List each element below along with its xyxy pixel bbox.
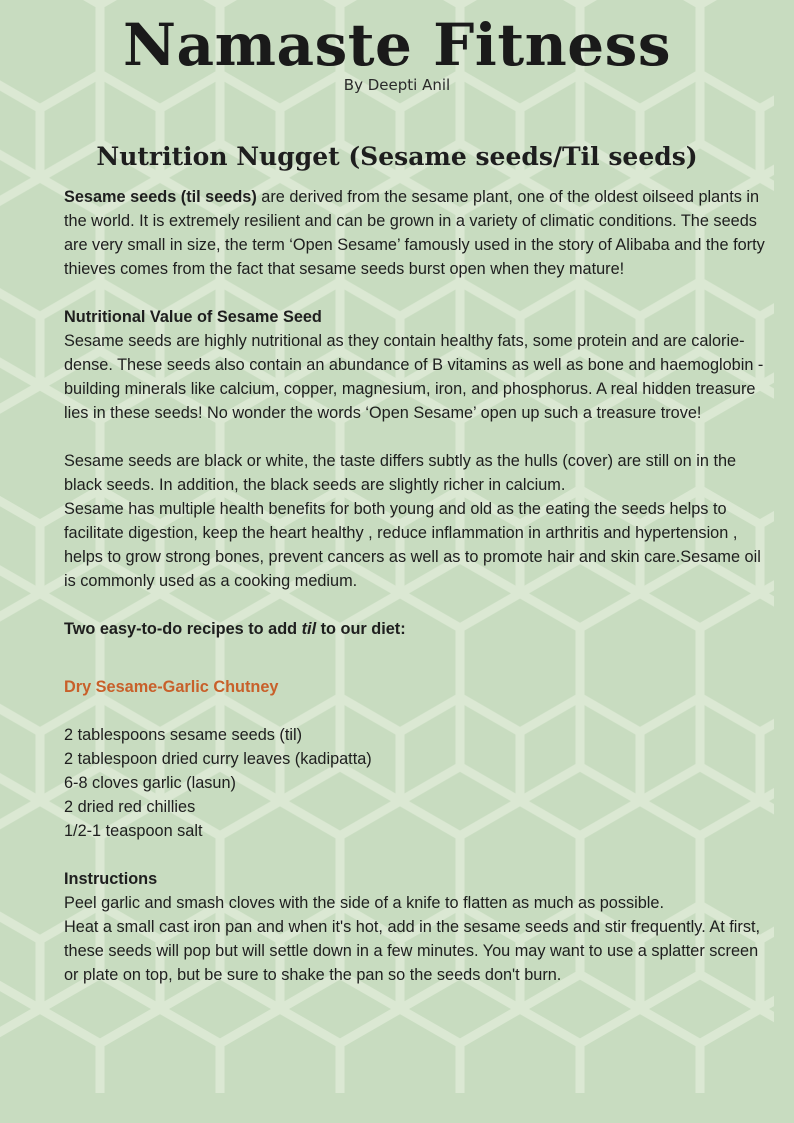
recipes-intro [64,617,774,641]
intro-bold-term: Sesame seeds (til seeds) [64,188,257,206]
nutrition-heading: Nutritional Value of Sesame Seed [64,308,322,326]
recipe-title: Dry Sesame-Garlic Chutney [64,678,279,696]
ingredient-item: 2 tablespoon dried curry leaves (kadipatta) [64,750,372,768]
ingredient-item: 6-8 cloves garlic (lasun) [64,774,236,792]
intro-paragraph [64,185,774,281]
article-body [64,185,774,987]
nutrition-paragraph: Sesame seeds are highly nutritional as they contain healthy fats, some protein and are calorie- dense. These seeds also contain an abundance of B vitamins as well as bone and haemoglobin - building minerals like calcium, copper, magnesium, iron, and phosphorus. A real hidden treasure lies in these seeds! No wonder the words ‘Open Sesame’ open up such a treasure trove! [64,332,764,422]
recipes-intro-end: to our diet: [316,620,406,638]
recipes-intro-emphasis: til [301,620,317,638]
recipes-intro-text: Two easy-to-do recipes to add [64,620,302,638]
brand-title: Namaste Fitness [123,11,671,79]
health-benefits-paragraph: Sesame has multiple health benefits for both young and old as the eating the seeds helps to facilitate digestion, keep the heart healthy , reduce inflammation in arthritis and hypertension , helps to grow strong bones, prevent cancers as well as to promote hair and skin care.Sesame oil is commonly used as a cooking medium. [64,500,761,590]
intro-text: are derived from the sesame plant, one of the oldest oilseed plants in the world. It is extremely resilient and can be grown in a variety of climatic conditions. The seeds are very small in size, the term ‘Open Sesame’ famously used in the story of Alibaba and the forty thieves comes from the fact that sesame seeds burst open when they mature! [64,188,765,278]
ingredient-item: 2 tablespoons sesame seeds (til) [64,726,303,744]
instruction-step: Heat a small cast iron pan and when it's hot, add in the sesame seeds and stir frequently. At first, these seeds will pop but will settle down in a few minutes. You may want to use a splatter screen or plate on top, but be sure to shake the pan so the seeds don't burn. [64,918,761,984]
article-title: Nutrition Nugget (Sesame seeds/Til seeds) [96,142,698,171]
author-byline: By Deepti Anil [343,76,451,94]
ingredient-item: 1/2-1 teaspoon salt [64,822,203,840]
instruction-step: Peel garlic and smash cloves with the side of a knife to flatten as much as possible. [64,894,665,912]
ingredient-item: 2 dried red chillies [64,798,196,816]
instructions-heading: Instructions [64,870,158,888]
seed-color-paragraph: Sesame seeds are black or white, the taste differs subtly as the hulls (cover) are still on in the black seeds. In addition, the black seeds are slightly richer in calcium. [64,452,737,494]
